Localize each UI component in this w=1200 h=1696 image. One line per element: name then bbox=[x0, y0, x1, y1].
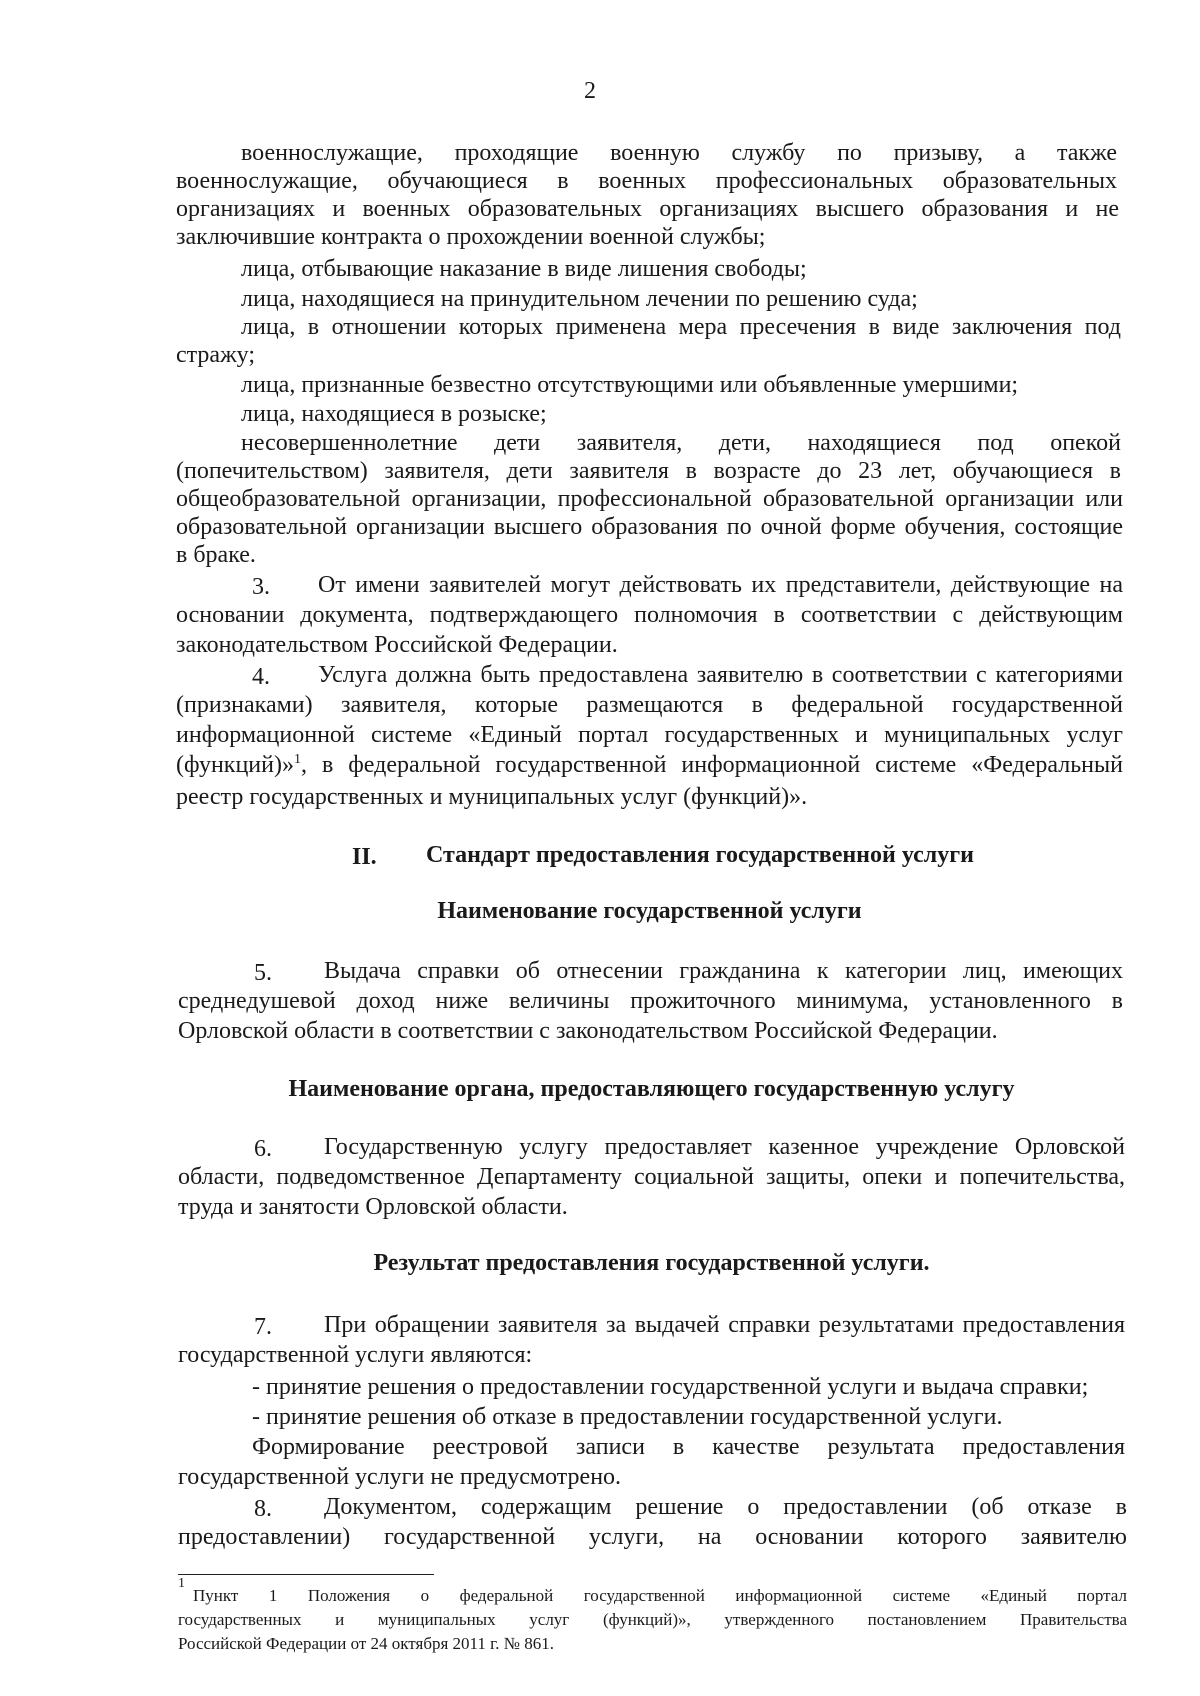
subsection-heading: Наименование органа, предоставляющего государственную услугу bbox=[288, 1076, 1015, 1102]
item-number: 7. bbox=[254, 1314, 272, 1340]
text-fragment: (функций)»$^1$ bbox=[176, 752, 301, 778]
text-line: военнослужащие, обучающиеся в военных профессиональных образовательных bbox=[176, 168, 1117, 194]
item-number: 3. bbox=[252, 574, 270, 600]
text-line: среднедушевой доход ниже величины прожиточного минимума, установленного в bbox=[178, 988, 1123, 1014]
text-line: Орловской области в соответствии с законодательством Российской Федерации. bbox=[178, 1018, 998, 1044]
text-fragment: , в федеральной государственной информационной системе «Федеральный bbox=[300, 752, 1123, 778]
text-line: несовершеннолетние дети заявителя, дети, находящиеся под опекой bbox=[241, 430, 1121, 456]
section-number: II. bbox=[352, 844, 377, 870]
text-line: лица, находящиеся в розыске; bbox=[241, 401, 547, 427]
text-line: государственной услуги не предусмотрено. bbox=[178, 1464, 622, 1490]
text-line: заключившие контракта о прохождении военной службы; bbox=[176, 224, 766, 250]
text-line: образовательной организации высшего образования по очной форме обучения, состоящие bbox=[176, 514, 1123, 540]
text-line: информационной системе «Единый портал государственных и муниципальных услуг bbox=[176, 722, 1123, 748]
text-line: законодательством Российской Федерации. bbox=[176, 632, 618, 658]
text-line-with-footnote-ref bbox=[176, 750, 1123, 780]
text-line: основании документа, подтверждающего полномочия в соответствии с действующим bbox=[176, 602, 1123, 628]
text-line: общеобразовательной организации, профессиональной образовательной организации или bbox=[176, 486, 1123, 512]
text-line: реестр государственных и муниципальных услуг (функций)». bbox=[176, 784, 808, 810]
item-number: 8. bbox=[254, 1496, 272, 1522]
text-line: (признаками) заявителя, которые размещаются в федеральной государственной bbox=[176, 692, 1123, 718]
list-item: - принятие решения о предоставлении государственной услуги и выдача справки; bbox=[252, 1374, 1089, 1400]
page-number: 2 bbox=[584, 78, 596, 104]
text-line: Формирование реестровой записи в качестве результата предоставления bbox=[252, 1434, 1125, 1460]
text-line: области, подведомственное Департаменту социальной защиты, опеки и попечительства, bbox=[178, 1164, 1125, 1190]
footnote-line: государственных и муниципальных услуг (функций)», утвержденного постановлением Правительства bbox=[178, 1610, 1127, 1629]
text-line: (попечительством) заявителя, дети заявителя в возрасте до 23 лет, обучающиеся в bbox=[176, 458, 1121, 484]
section-title: Стандарт предоставления государственной услуги bbox=[426, 842, 974, 868]
text-line: лица, в отношении которых применена мера пресечения в виде заключения под bbox=[241, 314, 1121, 340]
text-line: лица, отбывающие наказание в виде лишения свободы; bbox=[241, 256, 807, 282]
footnote-line bbox=[178, 1576, 1127, 1608]
text-line: предоставлении) государственной услуги, на основании которого заявителю bbox=[178, 1524, 1127, 1550]
text-line: организациях и военных образовательных организациях высшего образования и не bbox=[176, 196, 1119, 222]
text-line: военнослужащие, проходящие военную службу по призыву, а также bbox=[241, 140, 1117, 166]
text-line: стражу; bbox=[176, 342, 256, 368]
text-line: лица, признанные безвестно отсутствующими или объявленные умершими; bbox=[241, 372, 1019, 398]
text-line: Услуга должна быть предоставлена заявителю в соответствии с категориями bbox=[318, 662, 1123, 688]
text-line: лица, находящиеся на принудительном лечении по решению суда; bbox=[241, 286, 918, 312]
list-item: - принятие решения об отказе в предоставлении государственной услуги. bbox=[252, 1404, 1003, 1430]
text-line: При обращении заявителя за выдачей справки результатами предоставления bbox=[324, 1312, 1125, 1338]
item-number: 6. bbox=[254, 1136, 272, 1162]
text-line: Документом, содержащим решение о предоставлении (об отказе в bbox=[324, 1494, 1127, 1520]
text-line: Выдача справки об отнесении гражданина к категории лиц, имеющих bbox=[324, 958, 1123, 984]
footnote-marker: 1 bbox=[178, 1576, 185, 1591]
subsection-heading: Наименование государственной услуги bbox=[437, 898, 862, 924]
text-line: От имени заявителей могут действовать их представители, действующие на bbox=[318, 572, 1123, 598]
text-line: Государственную услугу предоставляет казенное учреждение Орловской bbox=[324, 1134, 1125, 1160]
text-line: труда и занятости Орловской области. bbox=[178, 1194, 568, 1220]
text-line: государственной услуги являются: bbox=[178, 1342, 533, 1368]
subsection-heading: Результат предоставления государственной услуги. bbox=[373, 1250, 930, 1276]
item-number: 4. bbox=[252, 664, 270, 690]
footnote-separator bbox=[178, 1574, 434, 1575]
footnote-reference[interactable]: 1 bbox=[293, 752, 301, 767]
footnote-line: Российской Федерации от 24 октября 2011 г. № 861. bbox=[178, 1634, 554, 1653]
footnote-text: Пункт 1 Положения о федеральной государственной информационной системе «Единый портал bbox=[193, 1586, 1127, 1605]
text-line: в браке. bbox=[176, 542, 256, 568]
item-number: 5. bbox=[254, 960, 272, 986]
